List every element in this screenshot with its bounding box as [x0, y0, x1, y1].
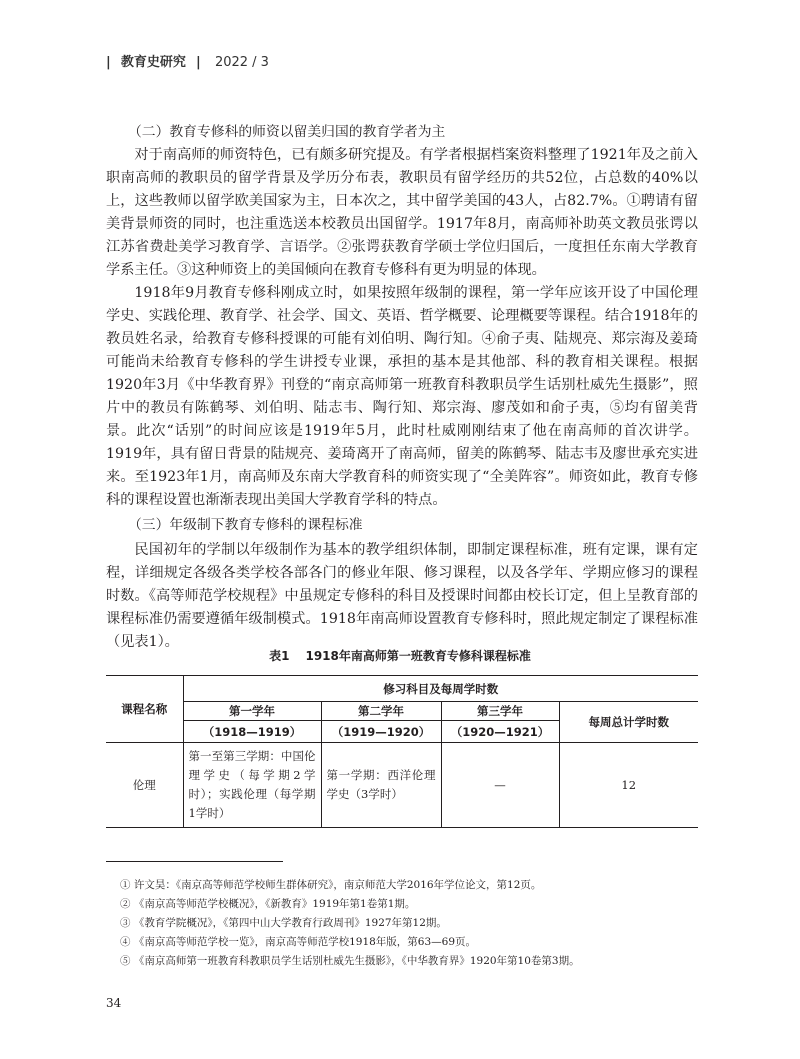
- footnotes: [120, 876, 700, 971]
- table-caption: [0, 647, 800, 664]
- course-table: [106, 675, 698, 828]
- section-3-body: [106, 539, 698, 654]
- table-row: [106, 743, 698, 828]
- header-year-2: 第二学年: [321, 702, 441, 721]
- cell-year-1: 第一至第三学期：中国伦理学史（每学期2学时）；实践伦理（每学期1学时）: [183, 743, 321, 828]
- page-number: 34: [106, 996, 122, 1010]
- footnote-rule: [106, 861, 283, 862]
- section-heading-3: （三）年级制下教育专修科的课程标准: [128, 517, 363, 533]
- header-divider: |: [196, 55, 201, 70]
- header-year-3-range: （1920—1921）: [441, 721, 559, 743]
- paragraph: 民国初年的学制以年级制作为基本的教学组织体制，即制定课程标准，班有定课，课有定程，详细规定各级各类学校各部各门的修业年限、修习课程，以及各学年、学期应修习的课程时数。《高等师范学校规程》中虽规定专修科的科目及授课时间都由校长订定，但上呈教育部的课程标准仍需要遵循年级制模式。1918年南高师设置教育专修科时，照此规定制定了课程标准（见表1）。: [106, 542, 698, 650]
- table-number: 表1: [269, 649, 290, 663]
- header-subjects-hours: 修习科目及每周学时数: [183, 676, 698, 702]
- section-2-body: [106, 144, 698, 512]
- cell-year-2: 第一学期：西洋伦理学史（3学时）: [321, 743, 441, 828]
- header-year-1: 第一学年: [183, 702, 321, 721]
- cell-year-3: —: [441, 743, 559, 828]
- header-year-1-range: （1918—1919）: [183, 721, 321, 743]
- cell-course: 伦理: [106, 743, 183, 828]
- issue-number: 2022 / 3: [214, 55, 269, 70]
- footnote-1: ① 许文昊：《南京高等师范学校师生群体研究》，南京师范大学2016年学位论文，第12页。: [120, 879, 542, 891]
- header-year-3: 第三学年: [441, 702, 559, 721]
- footnote-3: ③ 《教育学院概况》，《第四中山大学教育行政周刊》1927年第12期。: [120, 917, 447, 929]
- header-divider: |: [106, 55, 111, 70]
- cell-total: 12: [559, 743, 698, 828]
- paragraph: 1918年9月教育专修科刚成立时，如果按照年级制的课程，第一学年应该开设了中国伦理学史、实践伦理、教育学、社会学、国文、英语、哲学概要、论理概要等课程。结合1918年的教员姓名录，给教育专修科授课的可能有刘伯明、陶行知。④俞子夷、陆规亮、郑宗海及姜琦可能尚未给教育专修科的学生讲授专业课，承担的基本是其他部、科的教育相关课程。根据1920年3月《中华教育界》刊登的“南京高师第一班教育科教职员学生话别杜威先生摄影”，照片中的教员有陈鹤琴、刘伯明、陆志韦、陶行知、郑宗海、廖茂如和俞子夷，⑤均有留美背景。此次“话别”的时间应该是1919年5月，此时杜威刚刚结束了他在南高师的首次讲学。1919年，具有留日背景的陆规亮、姜琦离开了南高师，留美的陈鹤琴、陆志韦及廖世承充实进来。至1923年1月，南高师及东南大学教育科的师资实现了“全美阵容”。师资如此，教育专修科的课程设置也渐渐表现出美国大学教育学科的特点。: [106, 285, 698, 508]
- header-year-2-range: （1919—1920）: [321, 721, 441, 743]
- footnote-5: ⑤ 《南京高师第一班教育科教职员学生话别杜威先生摄影》，《中华教育界》1920年第10卷第3期。: [120, 955, 580, 967]
- journal-title: 教育史研究: [120, 55, 186, 70]
- section-heading-2: （二）教育专修科的师资以留美归国的教育学者为主: [128, 124, 446, 140]
- header-weekly-total: 每周总计学时数: [559, 702, 698, 743]
- table-title: 1918年南高师第一班教育专修科课程标准: [305, 649, 531, 663]
- paragraph: 对于南高师的师资特色，已有颇多研究提及。有学者根据档案资料整理了1921年及之前入职南高师的教职员的留学背景及学历分布表，教职员有留学经历的共52位，占总数的40%以上，这些教师以留学欧美国家为主，日本次之，其中留学美国的43人，占82.7%。①聘请有留美背景师资的同时，也注重选送本校教员出国留学。1917年8月，南高师补助英文教员张谔以江苏省费赴美学习教育学、言语学。②张谔获教育学硕士学位归国后，一度担任东南大学教育学系主任。③这种师资上的美国倾向在教育专修科有更为明显的体现。: [106, 147, 698, 278]
- header-course-name: 课程名称: [106, 676, 183, 743]
- footnote-4: ④ 《南京高等师范学校一览》，南京高等师范学校1918年版，第63—69页。: [120, 936, 477, 948]
- running-header: [106, 51, 269, 71]
- footnote-2: ② 《南京高等师范学校概况》，《新教育》1919年第1卷第1期。: [120, 898, 416, 910]
